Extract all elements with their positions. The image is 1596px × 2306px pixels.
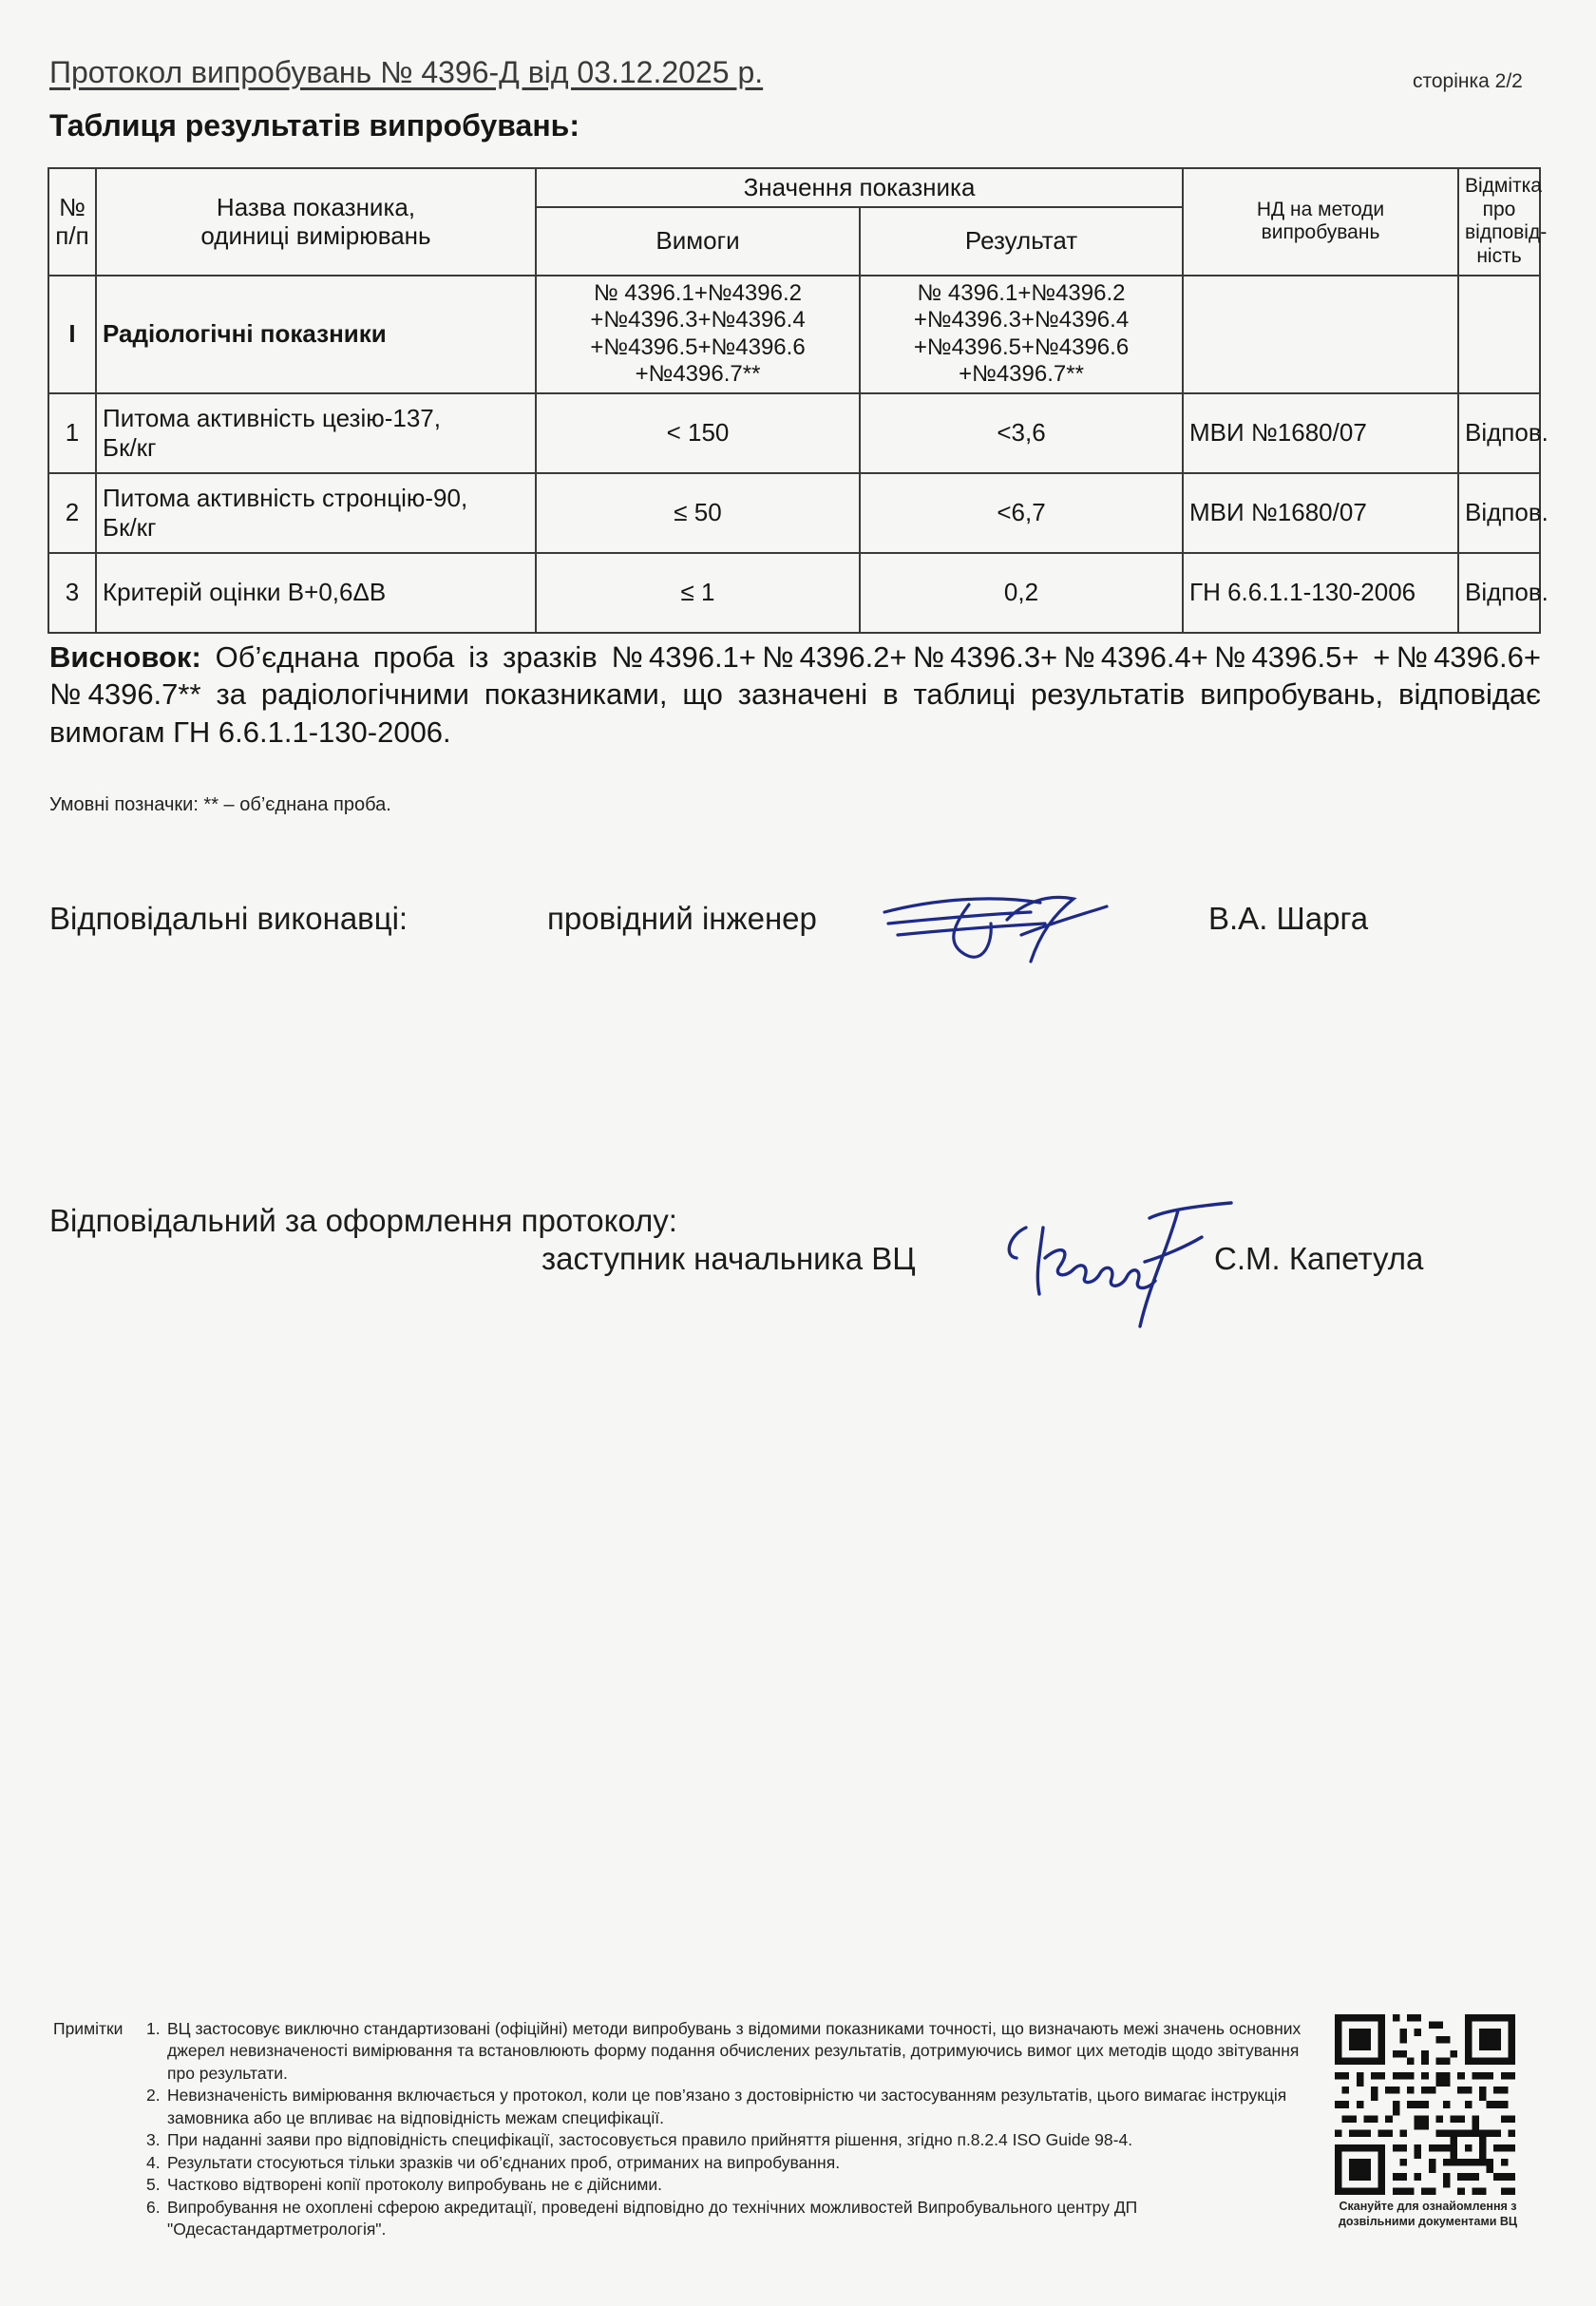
row-compliance: Відпов.	[1458, 393, 1540, 473]
note-item: 5. Частково відтворені копії протоколу випробувань не є дійсними.	[146, 2175, 663, 2195]
note-item: 4. Результати стосуються тільки зразків чи об’єднаних проб, отриманих на випробування.	[146, 2152, 841, 2172]
executor-position: провідний інженер	[547, 901, 817, 936]
conclusion-label: Висновок:	[49, 640, 201, 674]
protocol-label: Відповідальний за оформлення протоколу:	[49, 1203, 677, 1238]
results-table	[48, 167, 1548, 634]
row-requirement: ≤ 50	[536, 473, 860, 553]
row-result: <3,6	[860, 393, 1183, 473]
section-num: I	[48, 276, 96, 393]
section-method	[1183, 276, 1458, 393]
protocol-position: заступник начальника ВЦ	[542, 1241, 916, 1276]
header-requirements: Вимоги	[536, 207, 860, 276]
row-method: МВИ №1680/07	[1183, 393, 1458, 473]
section-name: Радіологічні показники	[96, 276, 536, 393]
header-result: Результат	[860, 207, 1183, 276]
row-name: Питома активність стронцію-90, Бк/кг	[96, 473, 536, 553]
results-table-title: Таблиця результатів випробувань:	[49, 108, 580, 143]
executor-name: В.А. Шарга	[1208, 901, 1369, 936]
protocol-signature	[998, 1190, 1235, 1332]
note-item: 1. ВЦ застосовує виключно стандартизовані (офіційні) методи випробувань з відомими показниками точності, що визначають межі значень основних джерел невизначеності вимірювання та встановлюють форму подання обчислених результатів, дотримуючись вимог цих методів щодо звітування про результати.	[146, 2019, 1302, 2083]
header-method: НД на методи випробувань	[1183, 168, 1458, 276]
row-result: <6,7	[860, 473, 1183, 553]
protocol-title: Протокол випробувань № 4396-Д від 03.12.2025 р.	[49, 55, 764, 89]
note-item: 3. При наданні заяви про відповідність специфікації, застосовується правило прийняття рішення, згідно п.8.2.4 ISO Guide 98-4.	[146, 2130, 1133, 2150]
executor-signature	[879, 886, 1116, 971]
section-row	[48, 276, 1540, 393]
row-method: ГН 6.6.1.1-130-2006	[1183, 553, 1458, 633]
note-item: 6. Випробування не охоплені сферою акредитації, проведені відповідно до технічних можливостей Випробувального центру ДП "Одесастандартметрологія".	[146, 2197, 1138, 2239]
executors-label: Відповідальні виконавці:	[49, 901, 408, 936]
row-num: 1	[48, 393, 96, 473]
section-compliance	[1458, 276, 1540, 393]
qr-caption: Скануйте для ознайомлення з дозвільними документами ВЦ	[1338, 2200, 1518, 2228]
protocol-name: С.М. Капетула	[1214, 1241, 1424, 1276]
row-compliance: Відпов.	[1458, 553, 1540, 633]
conclusion-text: Об’єднана проба із зразків №4396.1+№4396.2+№4396.3+№4396.4+№4396.5+ +№4396.6+№4396.7** за радіологічними показниками, що зазначені в таблиці результатів випробувань, відповідає вимогам ГН 6.6.1.1-130-2006.	[49, 640, 1541, 749]
notes	[53, 2018, 1307, 2240]
row-num: 2	[48, 473, 96, 553]
header-compliance: Відмітка про відповід- ність	[1458, 168, 1540, 276]
legend: Умовні позначки: ** – об’єднана проба.	[49, 794, 391, 815]
section-requirements: № 4396.1+№4396.2 +№4396.3+№4396.4 +№4396.5+№4396.6 +№4396.7**	[536, 276, 860, 393]
row-result: 0,2	[860, 553, 1183, 633]
notes-title: Примітки	[53, 2019, 124, 2038]
row-requirement: < 150	[536, 393, 860, 473]
header-num: № п/п	[48, 168, 96, 276]
header-value-group: Значення показника	[536, 168, 1183, 207]
row-requirement: ≤ 1	[536, 553, 860, 633]
table-row	[48, 393, 1540, 473]
qr-code[interactable]	[1335, 2014, 1515, 2200]
row-num: 3	[48, 553, 96, 633]
row-name: Критерій оцінки В+0,6ΔВ	[96, 553, 536, 633]
header-name: Назва показника, одиниці вимірювань	[96, 168, 536, 276]
row-name: Питома активність цезію-137, Бк/кг	[96, 393, 536, 473]
row-compliance: Відпов.	[1458, 473, 1540, 553]
note-item: 2. Невизначеність вимірювання включається у протокол, коли це пов’язано з достовірністю чи застосуванням результатів, цього вимагає інструкція замовника або це впливає на відповідність межам специфікації.	[146, 2086, 1287, 2127]
table-row	[48, 473, 1540, 553]
section-result: № 4396.1+№4396.2 +№4396.3+№4396.4 +№4396.5+№4396.6 +№4396.7**	[860, 276, 1183, 393]
row-method: МВИ №1680/07	[1183, 473, 1458, 553]
conclusion	[49, 638, 1541, 751]
table-row	[48, 553, 1540, 633]
page-number: сторінка 2/2	[1413, 70, 1523, 92]
